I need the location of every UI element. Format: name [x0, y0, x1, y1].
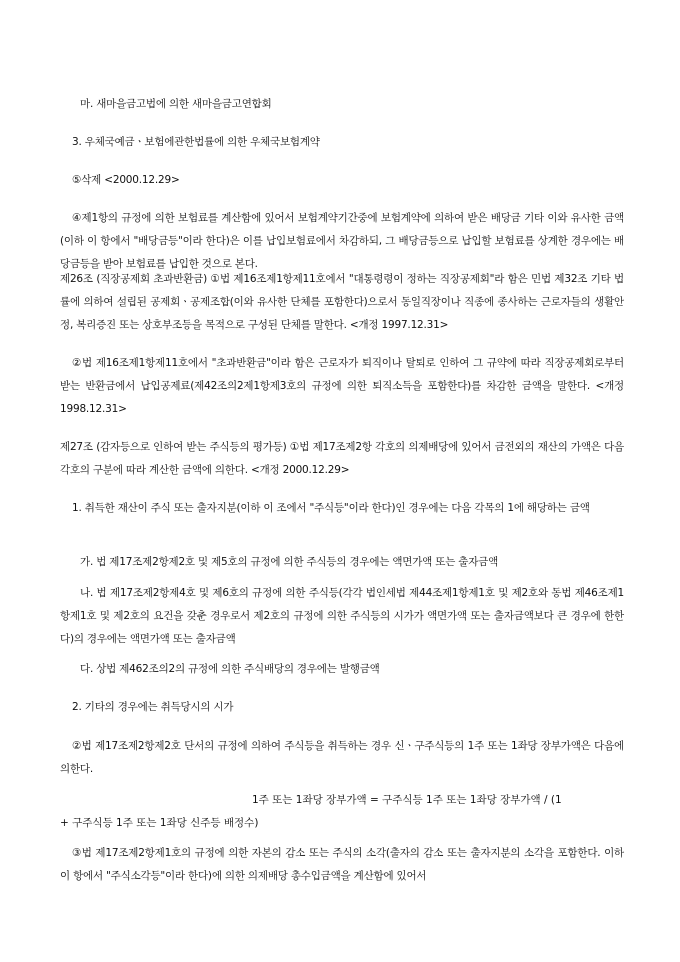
article-26-clause-2: ②법 제16조제1항제11호에서 "초과반환금"이라 함은 근로자가 퇴직이나 탈퇴로 인하여 그 규약에 따라 직장공제회로부터 받는 반환금에서 납입공제료(제42조의2제1항제3호의 규정에 의한 퇴직소득을 포함한다)를 차감한 금액을 말한다. <개정 1998.12.31> [60, 357, 624, 415]
formula-line-1: 1주 또는 1좌당 장부가액 = 구주식등 1주 또는 1좌당 장부가액 / (1 [252, 794, 562, 806]
subitem-ga: 가. 법 제17조제2항제2호 및 제5호의 규정에 의한 주식등의 경우에는 액면가액 또는 출자금액 [80, 556, 499, 568]
clause-5-deleted: ⑤삭제 <2000.12.29> [72, 174, 180, 186]
item-1-shares-acquired: 1. 취득한 재산이 주식 또는 출자지분(이하 이 조에서 "주식등"이라 한다)인 경우에는 다음 각목의 1에 해당하는 금액 [72, 502, 590, 514]
article-27-share-valuation: 제27조 (감자등으로 인하여 받는 주식등의 평가등) ①법 제17조제2항 각호의 의제배당에 있어서 금전외의 재산의 가액은 다음 각호의 구분에 따라 계산한 금액에 의한다. <개정 2000.12.29> [60, 441, 624, 476]
article-26-mutual-aid-refund: 제26조 (직장공제회 초과반환금) ①법 제16조제1항제11호에서 "대통령령이 정하는 직장공제회"라 함은 민법 제32조 기타 법률에 의하여 설립된 공제회ㆍ공제조합(이와 유사한 단체를 포함한다)으로서 동일직장이나 직종에 종사하는 근로자들의 생활안정, 복리증진 또는 상호부조등을 목적으로 구성된 단체를 말한다. <개정 1997.12.31> [60, 273, 624, 331]
subitem-na: 나. 법 제17조제2항제4호 및 제6호의 규정에 의한 주식등(각각 법인세법 제44조제1항제1호 및 제2호와 동법 제46조제1항제1호 및 제2호의 요건을 갖춘 경우로서 제2호의 규정에 의한 주식등의 시가가 액면가액 또는 출자금액보다 큰 경우에 한한다)의 경우에는 액면가액 또는 출자금액 [60, 587, 624, 645]
item-ma-saemaul-federation: 마. 새마을금고법에 의한 새마을금고연합회 [80, 98, 272, 110]
clause-4-premium-calculation: ④제1항의 규정에 의한 보험료를 계산함에 있어서 보험계약기간중에 보험계약에 의하여 받은 배당금 기타 이와 유사한 금액(이하 이 항에서 "배당금등"이라 한다)은 이를 납입보험료에서 차감하되, 그 배당금등으로 납입할 보험료를 상계한 경우에는 배당금등을 받아 보험료를 납입한 것으로 본다. [60, 212, 624, 270]
item-2-other-cases: 2. 기타의 경우에는 취득당시의 시가 [72, 701, 234, 713]
clause-2-book-value: ②법 제17조제2항제2호 단서의 규정에 의하여 주식등을 취득하는 경우 신ㆍ구주식등의 1주 또는 1좌당 장부가액은 다음에 의한다. [60, 740, 624, 775]
subitem-da: 다. 상법 제462조의2의 규정에 의한 주식배당의 경우에는 발행금액 [80, 663, 380, 675]
clause-3-capital-reduction: ③법 제17조제2항제1호의 규정에 의한 자본의 감소 또는 주식의 소각(출자의 감소 또는 출자지분의 소각을 포함한다. 이하 이 항에서 "주식소각등"이라 한다)에 의한 의제배당 총수입금액을 계산함에 있어서 [60, 847, 624, 882]
book-value-formula [60, 789, 624, 835]
item-3-postal-insurance: 3. 우체국예금ㆍ보험에관한법률에 의한 우체국보험계약 [72, 136, 320, 148]
formula-line-2: + 구주식등 1주 또는 1좌당 신주등 배정수) [60, 817, 259, 829]
